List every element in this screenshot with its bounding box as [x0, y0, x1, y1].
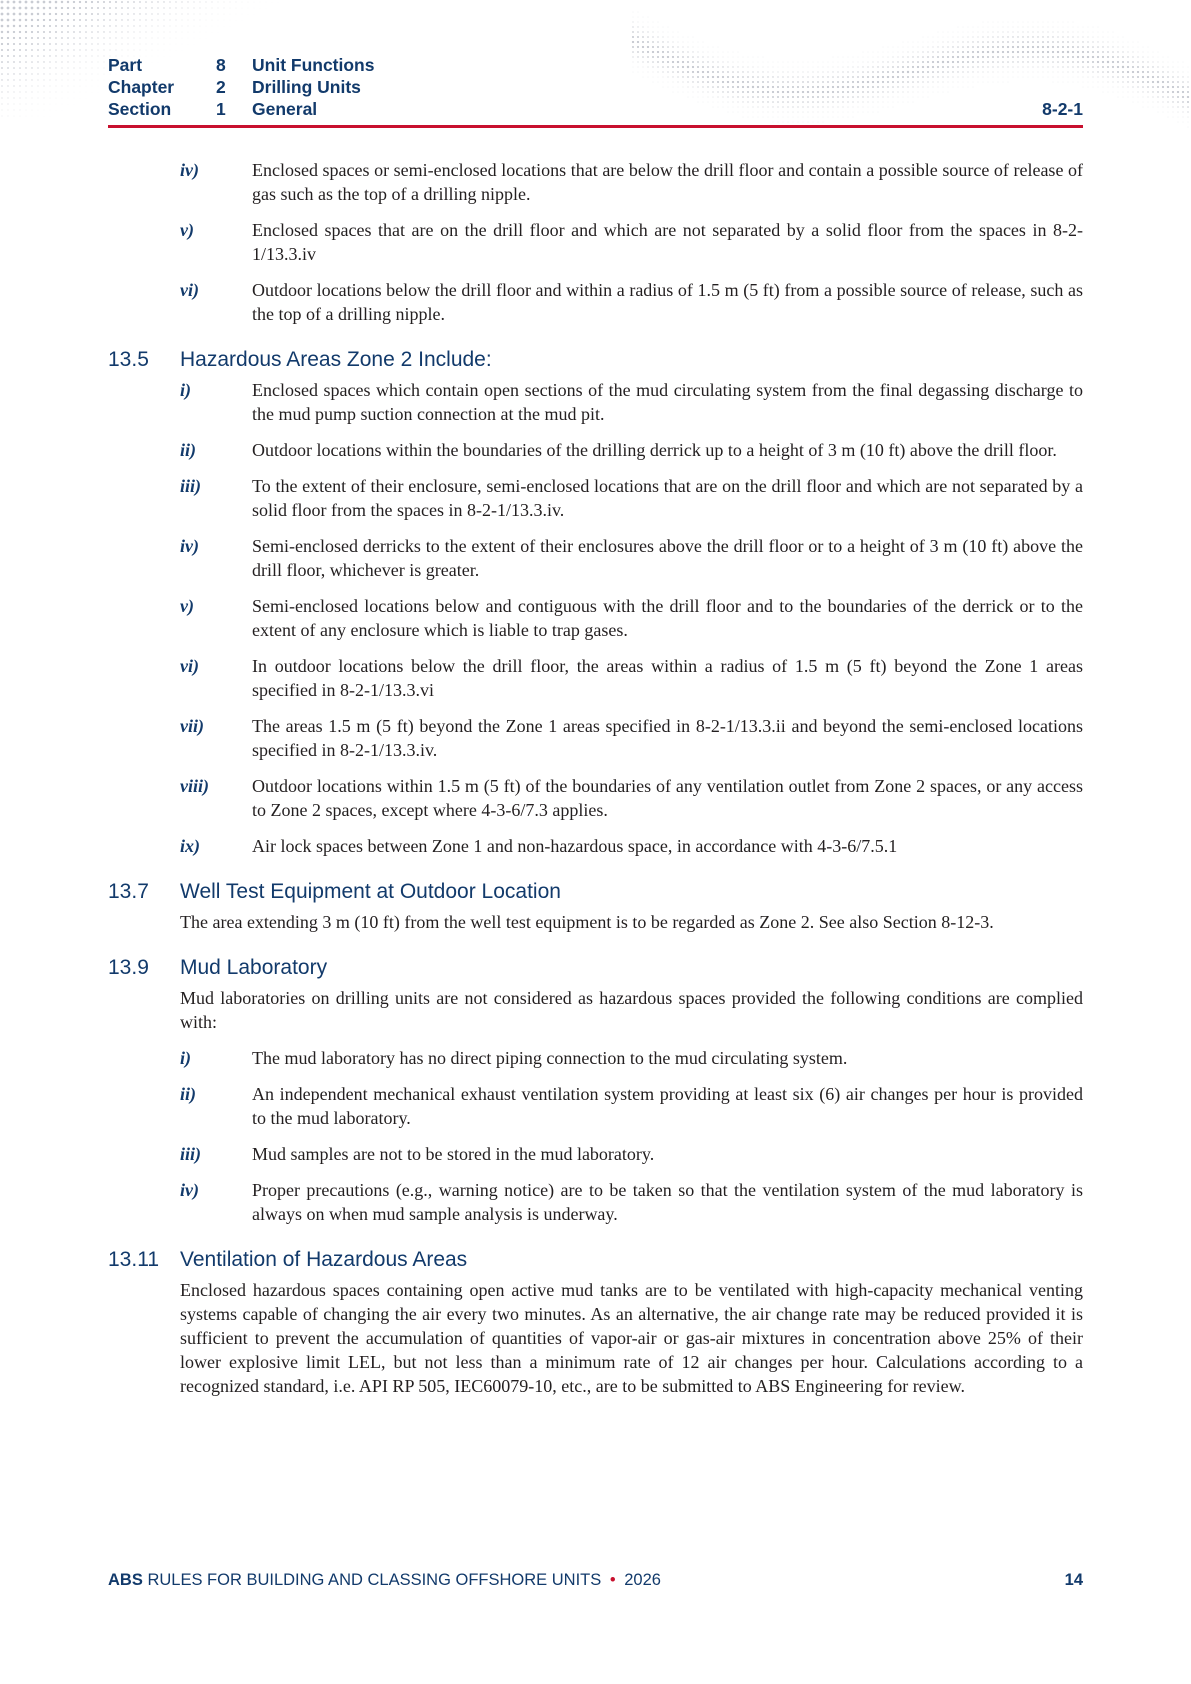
section-number: 13.5 [108, 348, 149, 371]
intro-list [108, 158, 1083, 326]
list-marker: ix) [180, 836, 200, 856]
section-paragraph: Mud laboratories on drilling units are not considered as hazardous spaces provided the following conditions are complied with: [180, 988, 1083, 1032]
list-text: Proper precautions (e.g., warning notice) are to be taken so that the ventilation system of the mud laboratory is always on when mud sample analysis is underway. [252, 1180, 1083, 1224]
header-part-label: Part [108, 55, 143, 75]
header-chapter-title: Drilling Units [252, 77, 361, 97]
list-item [108, 834, 1083, 858]
list-item [108, 158, 1083, 206]
list-marker: i) [180, 380, 191, 400]
list-item [108, 654, 1083, 702]
list-item [108, 378, 1083, 426]
list-item [108, 594, 1083, 642]
section-13-11 [108, 1248, 1083, 1398]
page-number: 14 [1064, 1571, 1083, 1589]
header-section-row [108, 98, 1083, 120]
list-item [108, 474, 1083, 522]
header-part-row [108, 54, 1083, 76]
list-text: Mud samples are not to be stored in the mud laboratory. [252, 1144, 655, 1164]
list-marker: i) [180, 1048, 191, 1068]
section-number: 13.7 [108, 880, 149, 903]
section-title: Well Test Equipment at Outdoor Location [180, 880, 561, 903]
list-text: Outdoor locations within 1.5 m (5 ft) of the boundaries of any ventilation outlet from Zone 2 spaces, or any access to Zone 2 spaces, except where 4-3-6/7.3 applies. [252, 776, 1083, 820]
list-marker: v) [180, 596, 194, 616]
section-number: 13.9 [108, 956, 149, 979]
list-item [108, 1178, 1083, 1226]
list-item [108, 714, 1083, 762]
header-section-number: 1 [216, 99, 226, 119]
header-chapter-label: Chapter [108, 77, 175, 97]
list-text: Semi-enclosed locations below and contiguous with the drill floor and to the boundaries of the derrick or to the extent of any enclosure which is liable to trap gases. [252, 596, 1083, 640]
list-text: An independent mechanical exhaust ventilation system providing at least six (6) air changes per hour is provided to the mud laboratory. [252, 1084, 1083, 1128]
section-title: Hazardous Areas Zone 2 Include: [180, 348, 492, 371]
list-marker: vi) [180, 656, 199, 676]
section-heading [108, 880, 1083, 904]
list-marker: ii) [180, 1084, 196, 1104]
list-item [108, 1082, 1083, 1130]
list-item [108, 534, 1083, 582]
list-item [108, 438, 1083, 462]
header-part-number: 8 [216, 55, 226, 75]
list-text: In outdoor locations below the drill floor, the areas within a radius of 1.5 m (5 ft) beyond the Zone 1 areas specified in 8-2-1/13.3.vi [252, 656, 1083, 700]
list-text: Outdoor locations within the boundaries of the drilling derrick up to a height of 3 m (10 ft) above the drill floor. [252, 440, 1057, 460]
header-chapter-row [108, 76, 1083, 98]
section-13-5 [108, 348, 1083, 858]
list-item [108, 1142, 1083, 1166]
list-marker: iv) [180, 160, 199, 180]
section-paragraph: The area extending 3 m (10 ft) from the well test equipment is to be regarded as Zone 2. See also Section 8-12-3. [180, 912, 994, 932]
page-body [108, 158, 1083, 1410]
list-item [108, 1046, 1083, 1070]
list-text: To the extent of their enclosure, semi-enclosed locations that are on the drill floor and which are not separated by a solid floor from the spaces in 8-2-1/13.3.iv. [252, 476, 1083, 520]
footer-title [108, 1571, 661, 1590]
section-paragraph: Enclosed hazardous spaces containing open active mud tanks are to be ventilated with high-capacity mechanical venting systems capable of changing the air every two minutes. As an alternative, the air change rate may be reduced provided it is sufficient to prevent the accumulation of quantities of vapor-air or gas-air mixtures in concentration above 25% of their lower explosive limit LEL, but not less than a minimum rate of 12 air changes per hour. Calculations according to a recognized standard, i.e. API RP 505, IEC60079-10, etc., are to be submitted to ABS Engineering for review. [180, 1280, 1083, 1396]
section-title: Mud Laboratory [180, 956, 328, 979]
page-header [108, 54, 1083, 120]
section-13-9 [108, 956, 1083, 1226]
list-text: The areas 1.5 m (5 ft) beyond the Zone 1 areas specified in 8-2-1/13.3.ii and beyond the semi-enclosed locations specified in 8-2-1/13.3.iv. [252, 716, 1083, 760]
list-marker: ii) [180, 440, 196, 460]
list-marker: iv) [180, 1180, 199, 1200]
section-title: Ventilation of Hazardous Areas [180, 1248, 468, 1271]
list-marker: vi) [180, 280, 199, 300]
list-marker: v) [180, 220, 194, 240]
footer-bullet: • [609, 1571, 616, 1589]
list-item [108, 774, 1083, 822]
header-part-title: Unit Functions [252, 55, 375, 75]
header-section-label: Section [108, 99, 172, 119]
header-section-title: General [252, 99, 318, 119]
list-text: Enclosed spaces which contain open sections of the mud circulating system from the final degassing discharge to the mud pump suction connection at the mud pit. [252, 380, 1083, 424]
section-number: 13.11 [108, 1248, 159, 1271]
list-text: Outdoor locations below the drill floor and within a radius of 1.5 m (5 ft) from a possible source of release, such as the top of a drilling nipple. [252, 280, 1083, 324]
list-marker: viii) [180, 776, 209, 796]
list-marker: iv) [180, 536, 199, 556]
footer-rules-title: RULES FOR BUILDING AND CLASSING OFFSHORE UNITS [147, 1571, 602, 1589]
header-divider [108, 125, 1083, 128]
section-heading [108, 1248, 1083, 1272]
list-marker: vii) [180, 716, 204, 736]
list-marker: iii) [180, 1144, 201, 1164]
header-chapter-number: 2 [216, 77, 226, 97]
list-item [108, 278, 1083, 326]
section-13-7 [108, 880, 1083, 934]
list-text: The mud laboratory has no direct piping connection to the mud circulating system. [252, 1048, 848, 1068]
footer-year: 2026 [624, 1571, 661, 1589]
list-text: Air lock spaces between Zone 1 and non-hazardous space, in accordance with 4-3-6/7.5.1 [252, 836, 898, 856]
section-heading [108, 348, 1083, 372]
list-marker: iii) [180, 476, 201, 496]
section-heading [108, 956, 1083, 980]
list-text: Enclosed spaces that are on the drill floor and which are not separated by a solid floor from the spaces in 8-2-1/13.3.iv [252, 220, 1083, 264]
header-reference: 8-2-1 [1042, 99, 1083, 119]
footer-abs-mark: ABS [108, 1571, 143, 1589]
list-text: Enclosed spaces or semi-enclosed locations that are below the drill floor and contain a possible source of release of gas such as the top of a drilling nipple. [252, 160, 1083, 204]
list-text: Semi-enclosed derricks to the extent of their enclosures above the drill floor or to a height of 3 m (10 ft) above the drill floor, whichever is greater. [252, 536, 1083, 580]
list-item [108, 218, 1083, 266]
page-footer [108, 1571, 1083, 1590]
